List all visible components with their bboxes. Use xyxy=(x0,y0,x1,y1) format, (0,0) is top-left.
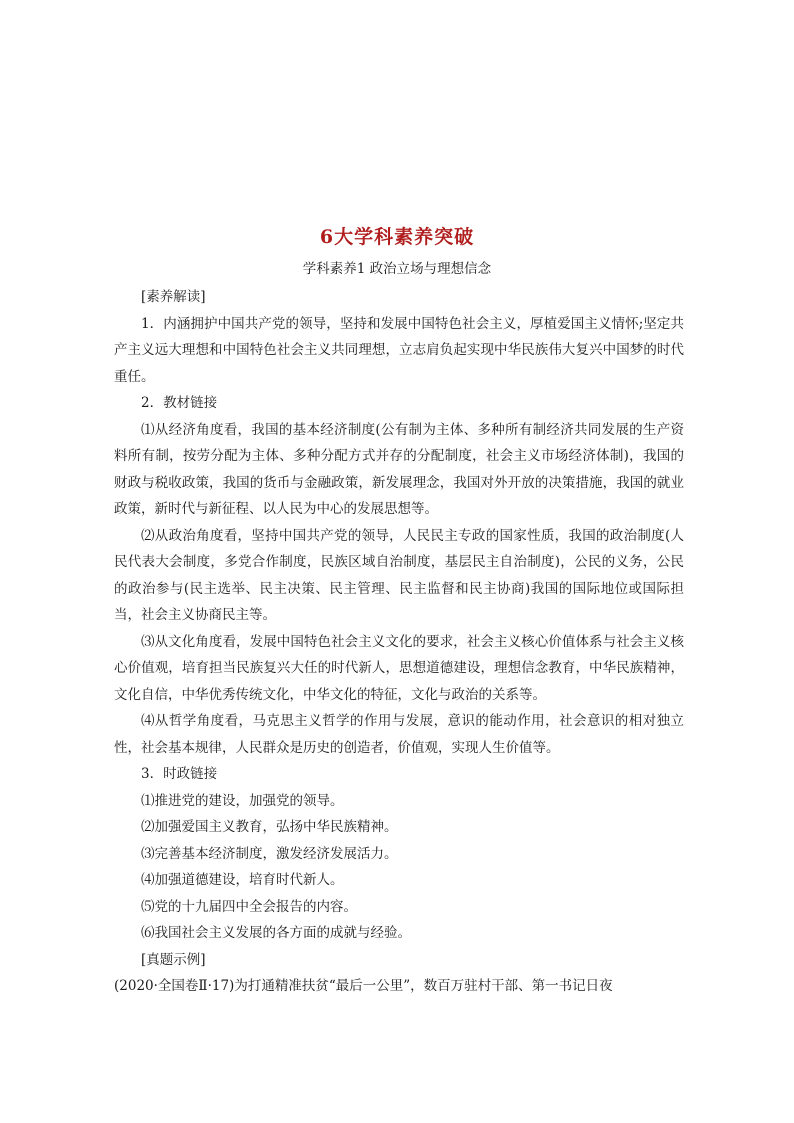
list-item: ⑷加强道德建设，培育时代新人。 xyxy=(141,872,344,888)
paragraph-political: ⑵从政治角度看，坚持中国共产党的领导，人民民主专政的国家性质，我国的政治制度(人民代表大会制度，多党合作制度，民族区域自治制度，基层民主自治制度)，公民的义务，公民的政治参与(民主选举、民主决策、民主管理、民主监督和民主协商)我国的国际地位或国际担当，社会主义协商民主等。 xyxy=(114,527,684,623)
paragraph-cultural: ⑶从文化角度看，发展中国特色社会主义文化的要求，社会主义核心价值体系与社会主义核心价值观，培育担当民族复兴大任的时代新人，思想道德建设，理想信念教育，中华民族精神，文化自信，中华优秀传统文化，中华文化的特征，文化与政治的关系等。 xyxy=(114,633,684,703)
list-item: ⑵加强爱国主义教育，弘扬中华民族精神。 xyxy=(141,819,398,835)
list-item: ⑹我国社会主义发展的各方面的成就与经验。 xyxy=(141,925,411,941)
paragraph-philosophical: ⑷从哲学角度看，马克思主义哲学的作用与发展，意识的能动作用，社会意识的相对独立性，社会基本规律，人民群众是历史的创造者，价值观，实现人生价值等。 xyxy=(114,713,684,756)
list-item: ⑴推进党的建设，加强党的领导。 xyxy=(141,792,344,809)
document-subtitle: 学科素养1 政治立场与理想信念 xyxy=(302,261,492,277)
document-title: 6大学科素养突破 xyxy=(319,226,475,248)
list-item: ⑸党的十九届四中全会报告的内容。 xyxy=(141,898,357,915)
paragraph-connotation: 1．内涵拥护中国共产党的领导，坚持和发展中国特色社会主义，厚植爱国主义情怀;坚定共产主义远大理想和中国特色社会主义共同理想，立志肩负起实现中华民族伟大复兴中国梦的时代重任。 xyxy=(114,315,684,385)
document-body xyxy=(114,284,684,1000)
paragraph-economic: ⑴从经济角度看，我国的基本经济制度(公有制为主体、多种所有制经济共同发展的生产资料所有制，按劳分配为主体、多种分配方式并存的分配制度，社会主义市场经济体制)，我国的财政与税收政策，我国的货币与金融政策，新发展理念，我国对外开放的决策措施，我国的就业政策，新时代与新征程、以人民为中心的发展思想等。 xyxy=(114,421,684,517)
section-current-affairs: 3．时政链接 xyxy=(141,766,218,782)
paragraph-exam-question: (2020·全国卷Ⅱ·17)为打通精准扶贫“最后一公里”，数百万驻村干部、第一书记日夜 xyxy=(114,978,613,994)
label-interpretation: [素养解读] xyxy=(141,289,206,305)
section-textbook-links: 2．教材链接 xyxy=(141,395,218,411)
list-item: ⑶完善基本经济制度，激发经济发展活力。 xyxy=(141,845,398,862)
label-exam-example: [真题示例] xyxy=(141,951,206,968)
